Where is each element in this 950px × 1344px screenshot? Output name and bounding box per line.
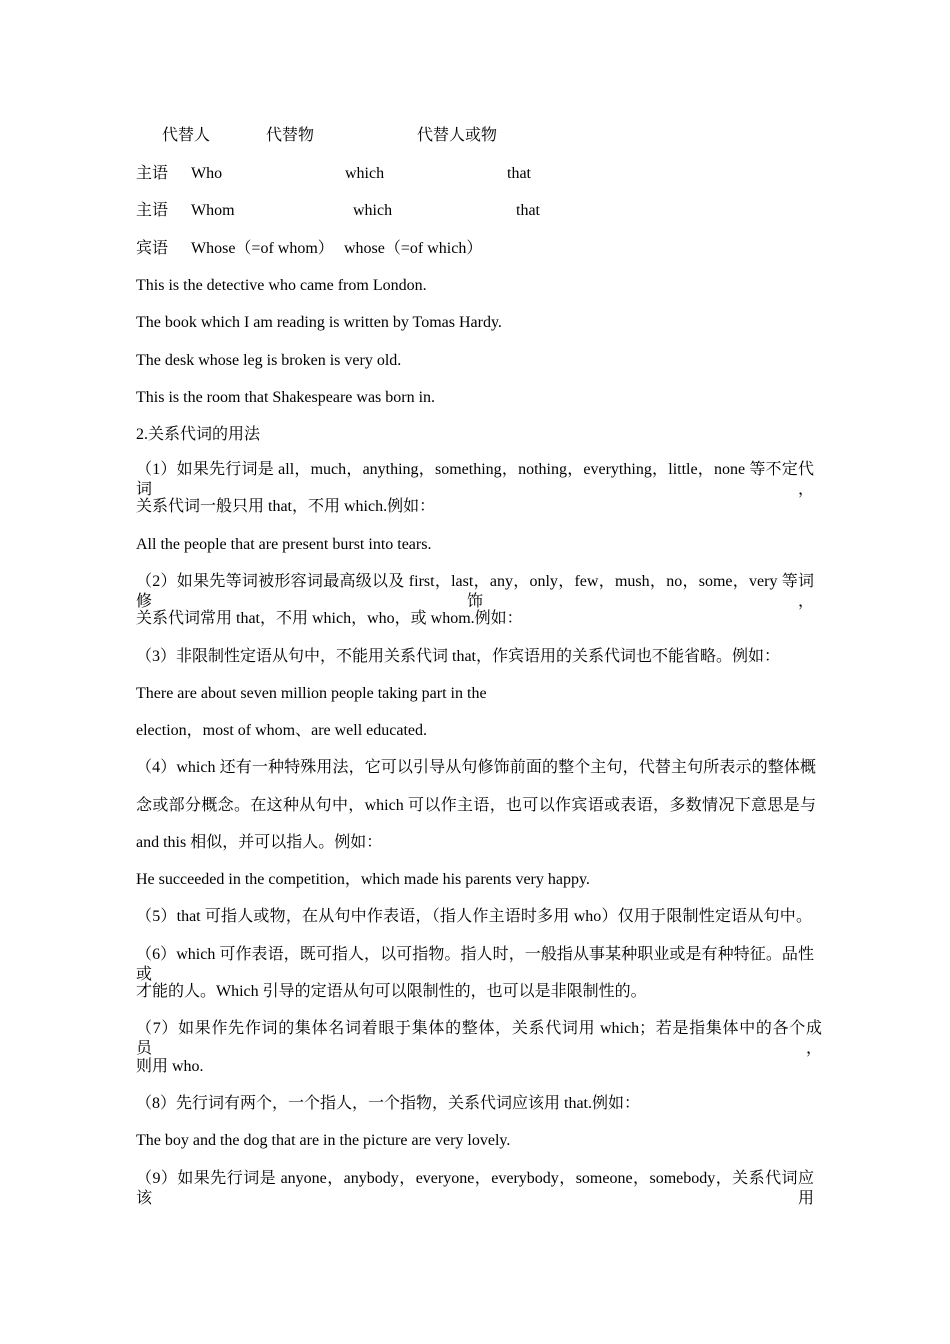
section-title: 2.关系代词的用法 bbox=[136, 426, 261, 443]
rule-8-example: The boy and the dog that are in the picture are very lovely. bbox=[136, 1132, 511, 1149]
rule-3-example: election，most of whom、are well educated. bbox=[136, 722, 428, 739]
table-row-thing: which bbox=[353, 202, 393, 219]
rule-1-line: 关系代词一般只用 that，不用 which.例如： bbox=[136, 498, 436, 515]
rule-6-line: 才能的人。Which 引导的定语从句可以限制性的，也可以是非限制性的。 bbox=[136, 983, 647, 1000]
table-row-person: Whose（=of whom） bbox=[191, 240, 334, 257]
rule-2-line: （2）如果先等词被形容词最高级以及 first，last，any，only，few，mush，no，some，very 等词修饰， bbox=[136, 573, 814, 610]
table-row-person: Who bbox=[191, 165, 223, 182]
example-sentence: The desk whose leg is broken is very old. bbox=[136, 352, 402, 369]
rule-3-line: （3）非限制性定语从句中，不能用关系代词 that，作宾语用的关系代词也不能省略。例如： bbox=[136, 648, 780, 665]
table-row-both: that bbox=[516, 202, 540, 219]
rule-4-line: 念或部分概念。在这种从句中，which 可以作主语，也可以作宾语或表语，多数情况下意思是与 bbox=[136, 797, 816, 814]
table-row-person: Whom bbox=[191, 202, 235, 219]
rule-6-line: （6）which 可作表语，既可指人，以可指物。指人时，一般指从事某种职业或是有种特征。品性或 bbox=[136, 946, 814, 983]
rule-4-line: （4）which 还有一种特殊用法，它可以引导从句修饰前面的整个主句，代替主句所表示的整体概 bbox=[136, 759, 816, 776]
rule-1-example: All the people that are present burst into tears. bbox=[136, 536, 432, 553]
rule-9-line: （9）如果先行词是 anyone，anybody，everyone，everybody，someone，somebody，关系代词应该用 bbox=[136, 1170, 814, 1207]
table-row-both: that bbox=[507, 165, 531, 182]
table-row-role: 主语 bbox=[136, 202, 169, 219]
rule-4-example: He succeeded in the competition，which made his parents very happy. bbox=[136, 871, 590, 888]
rule-3-example: There are about seven million people taking part in the bbox=[136, 685, 487, 702]
example-sentence: This is the room that Shakespeare was born in. bbox=[136, 389, 436, 406]
rule-8-line: （8）先行词有两个，一个指人，一个指物，关系代词应该用 that.例如： bbox=[136, 1095, 640, 1112]
rule-4-line: and this 相似，并可以指人。例如： bbox=[136, 834, 383, 851]
table-header-thing: 代替物 bbox=[266, 127, 315, 144]
rule-5-line: （5）that 可指人或物，在从句中作表语，（指人作主语时多用 who）仅用于限制性定语从句中。 bbox=[136, 908, 812, 925]
table-row-role: 宾语 bbox=[136, 240, 169, 257]
rule-7-line: （7）如果作先作词的集体名词着眼于集体的整体，关系代词用 which；若是指集体中的各个成员， bbox=[136, 1020, 822, 1057]
rule-2-line: 关系代词常用 that，不用 which，who，或 whom.例如： bbox=[136, 610, 523, 627]
rule-7-line: 则用 who. bbox=[136, 1058, 204, 1075]
example-sentence: The book which I am reading is written by Tomas Hardy. bbox=[136, 314, 502, 331]
table-row-thing: which bbox=[345, 165, 385, 182]
rule-1-line: （1）如果先行词是 all，much，anything，something，nothing，everything，little，none 等不定代词， bbox=[136, 461, 814, 498]
table-row-role: 主语 bbox=[136, 165, 169, 182]
example-sentence: This is the detective who came from London. bbox=[136, 277, 427, 294]
table-header-person: 代替人 bbox=[162, 127, 211, 144]
table-header-both: 代替人或物 bbox=[417, 127, 498, 144]
table-row-thing: whose（=of which） bbox=[344, 240, 483, 257]
